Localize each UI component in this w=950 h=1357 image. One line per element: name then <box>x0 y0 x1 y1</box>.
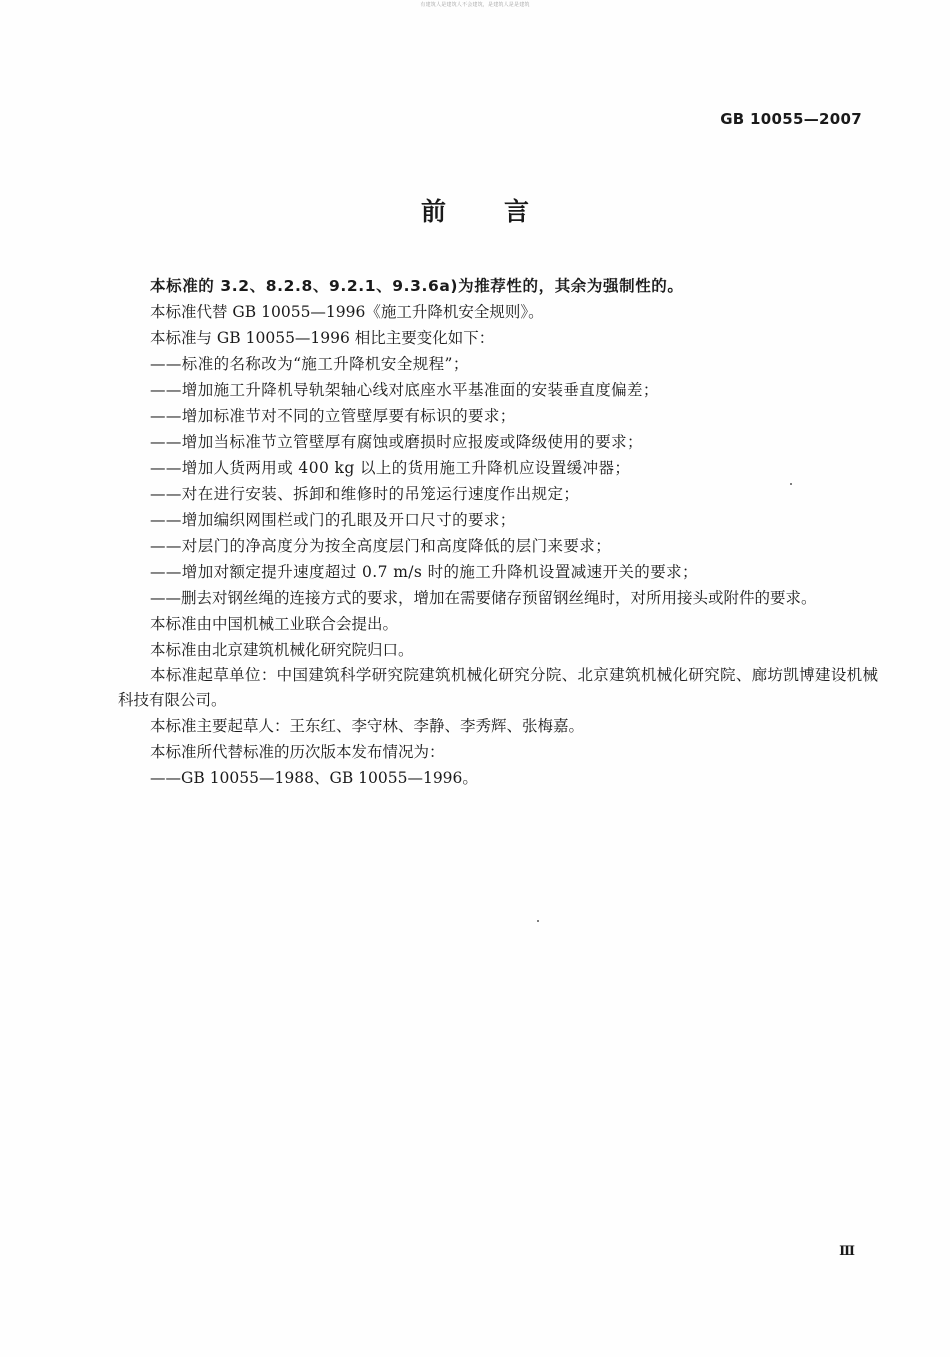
paragraph-proposed-by: 本标准由中国机械工业联合会提出。 <box>150 615 399 633</box>
paragraph-previous-editions: 本标准所代替标准的历次版本发布情况为： <box>150 743 445 761</box>
previous-editions-item: ——GB 10055—1988、GB 10055—1996。 <box>150 769 478 787</box>
change-item: ——增加施工升降机导轨架轴心线对底座水平基准面的安装垂直度偏差； <box>150 381 659 399</box>
change-item: ——增加当标准节立管壁厚有腐蚀或磨损时应报废或降级使用的要求； <box>150 433 643 451</box>
foreword-body <box>118 273 878 791</box>
paragraph-supersedes: 本标准代替 GB 10055—1996《施工升降机安全规则》。 <box>150 303 544 321</box>
paragraph-recommended-clauses: 本标准的 3.2、8.2.8、9.2.1、9.3.6a)为推荐性的，其余为强制性的。 <box>150 277 684 295</box>
change-item: ——删去对钢丝绳的连接方式的要求，增加在需要储存预留钢丝绳时，对所用接头或附件的要求。 <box>150 589 817 607</box>
scan-speck <box>790 483 792 485</box>
change-item: ——增加编织网围栏或门的孔眼及开口尺寸的要求； <box>150 511 516 529</box>
change-item: ——增加对额定提升速度超过 0.7 m/s 时的施工升降机设置减速开关的要求； <box>150 563 698 581</box>
change-item: ——标准的名称改为“施工升降机安全规程”； <box>150 355 469 373</box>
change-item: ——对层门的净高度分为按全高度层门和高度降低的层门来要求； <box>150 537 612 555</box>
paragraph-drafting-units: 本标准起草单位：中国建筑科学研究院建筑机械化研究分院、北京建筑机械化研究院、廊坊凯博建设机械科技有限公司。 <box>118 666 878 709</box>
change-item: ——增加标准节对不同的立管壁厚要有标识的要求； <box>150 407 516 425</box>
change-item: ——对在进行安装、拆卸和维修时的吊笼运行速度作出规定； <box>150 485 580 503</box>
paragraph-drafters: 本标准主要起草人：王东红、李守林、李静、李秀辉、张梅嘉。 <box>150 717 585 735</box>
standard-number: GB 10055—2007 <box>720 110 862 128</box>
page-watermark: 有建筑人是建筑人不会建筑，是建筑人是是建筑 <box>420 2 530 8</box>
paragraph-changes-intro: 本标准与 GB 10055—1996 相比主要变化如下： <box>150 329 495 347</box>
page-number: Ⅲ <box>839 1244 854 1259</box>
change-item: ——增加人货两用或 400 kg 以上的货用施工升降机应设置缓冲器； <box>150 459 631 477</box>
paragraph-centralized-by: 本标准由北京建筑机械化研究院归口。 <box>150 641 414 659</box>
page-title: 前言 <box>420 197 587 226</box>
scan-speck <box>537 920 539 922</box>
